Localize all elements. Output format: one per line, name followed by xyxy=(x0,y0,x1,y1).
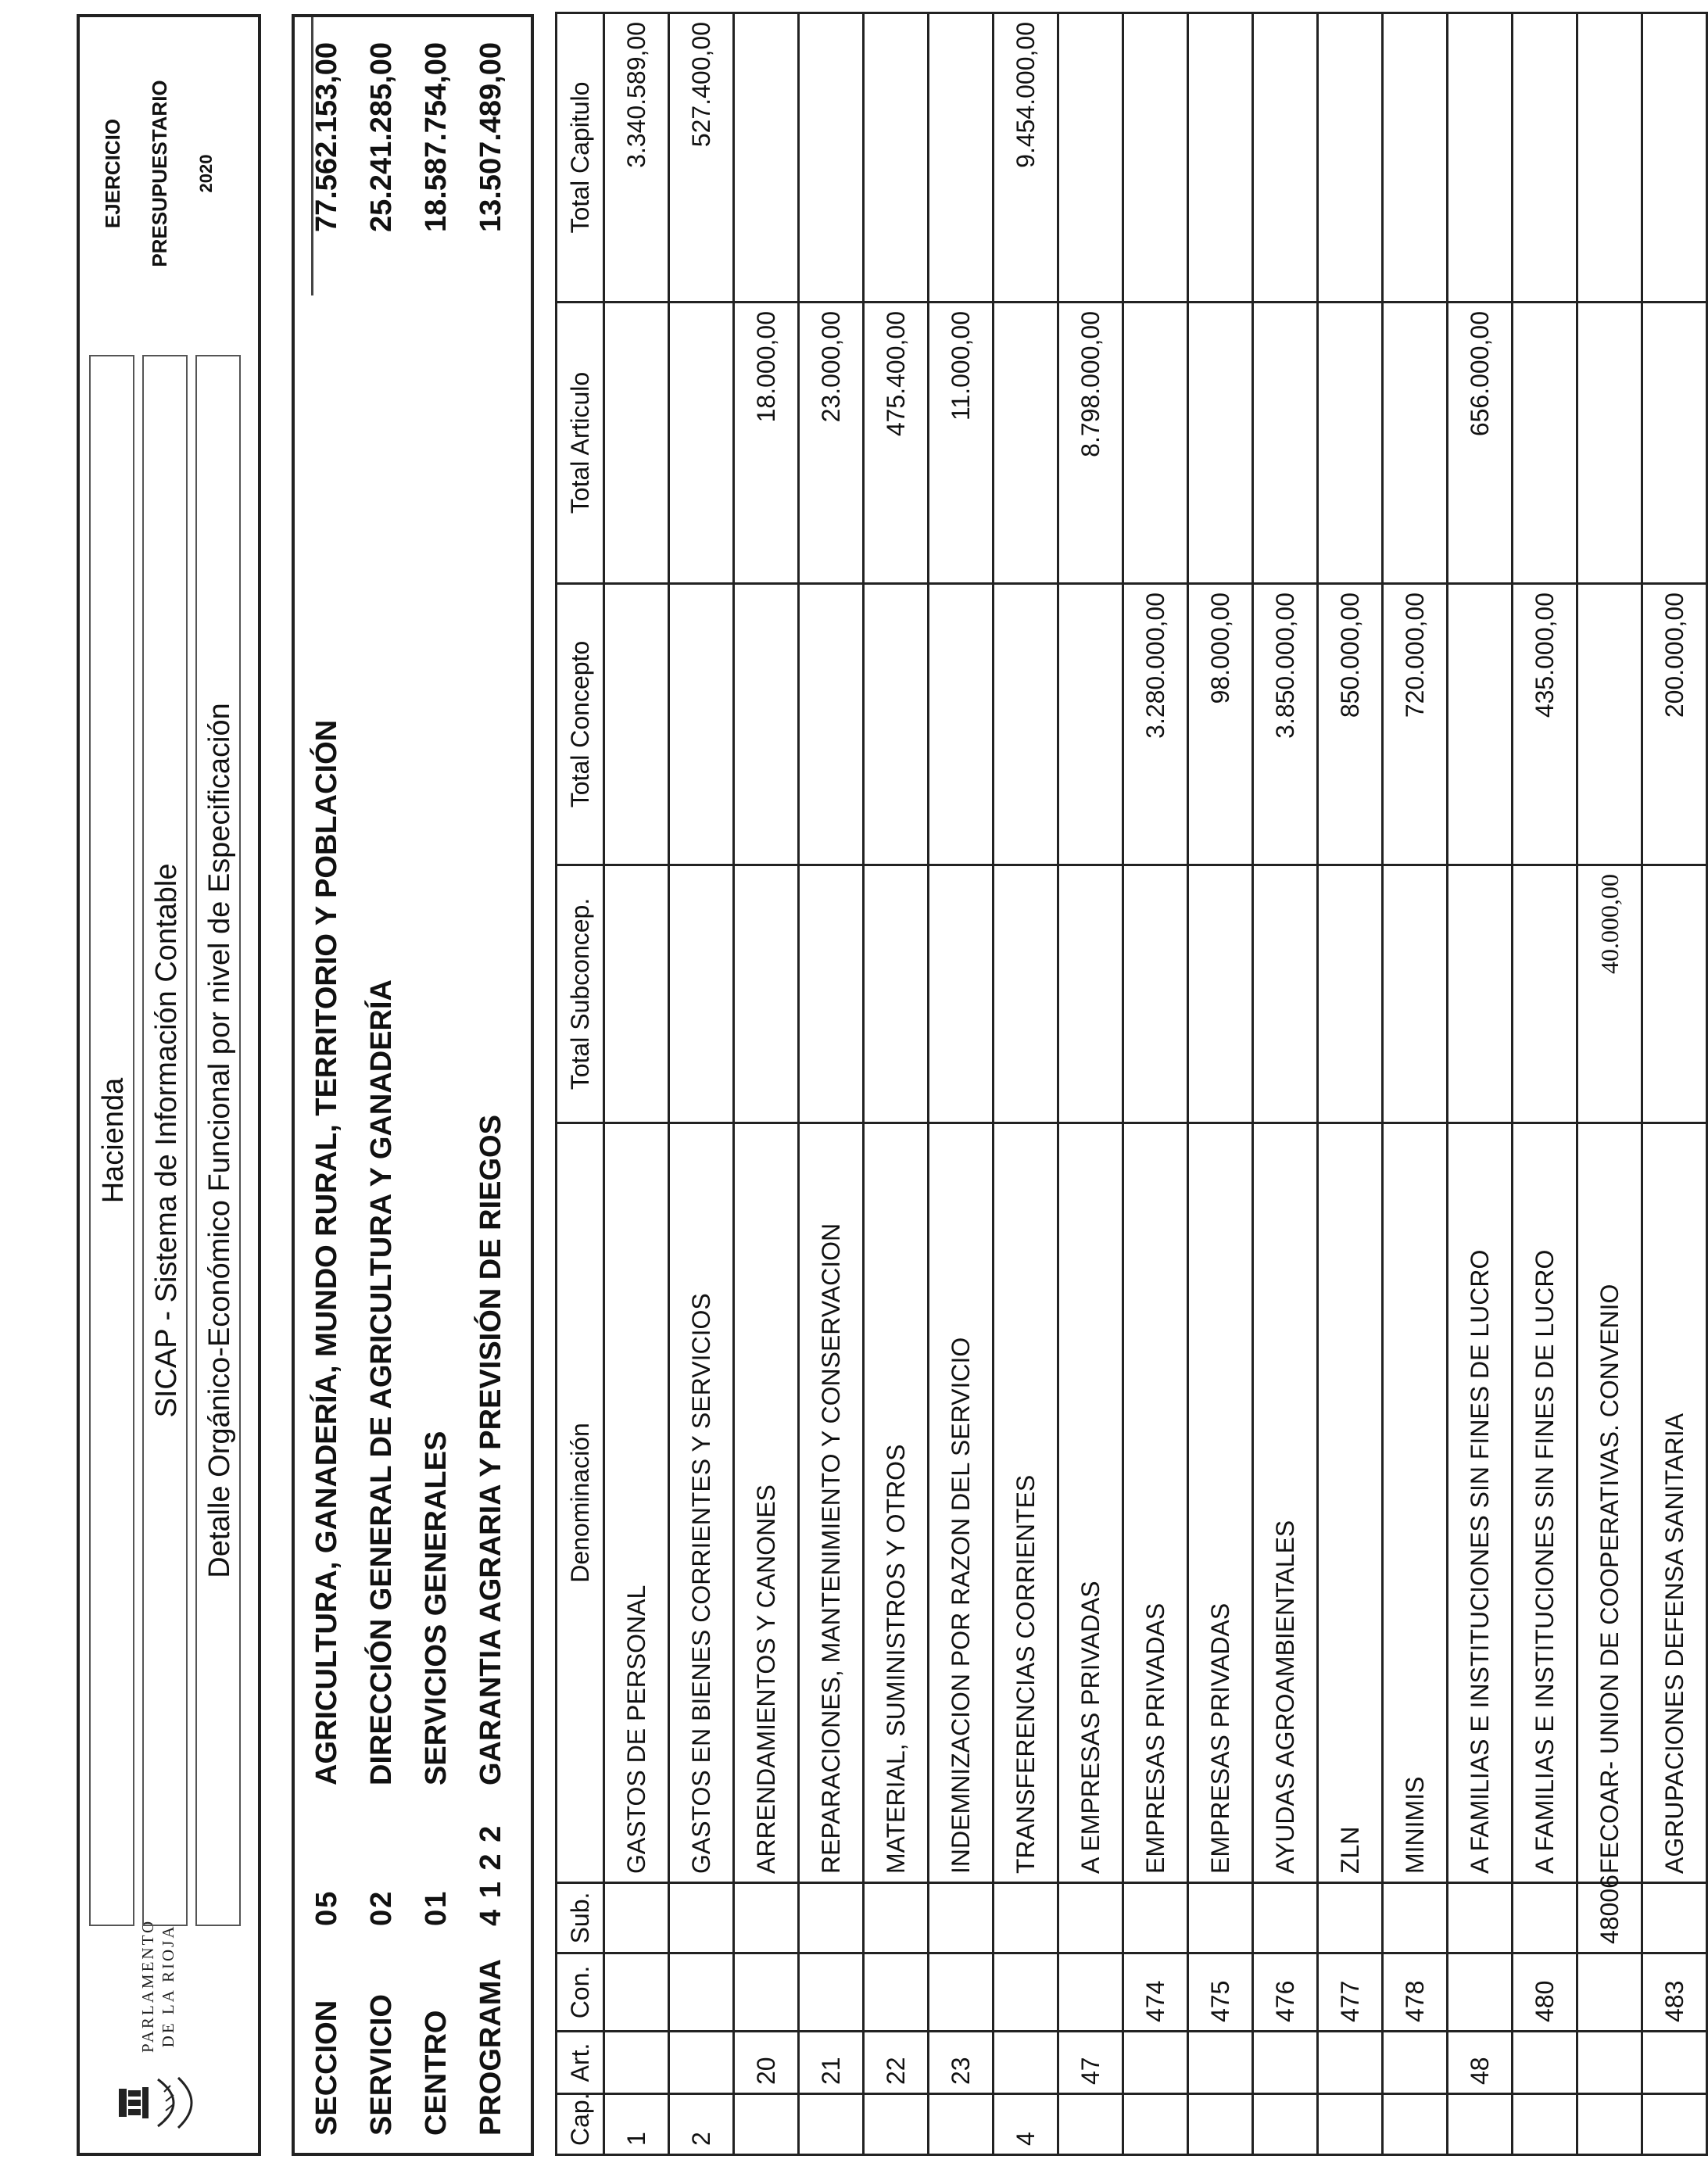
column-header-art: Art. xyxy=(557,2032,604,2094)
cell-total-capitulo: 9.454.000,00 xyxy=(994,13,1058,303)
cell-total-concepto: 3.850.000,00 xyxy=(1253,584,1318,865)
header-box-1 xyxy=(89,355,134,1926)
column-header-total-capitulo: Total Capitulo xyxy=(557,13,604,303)
cell-total-subconcepto xyxy=(669,865,734,1123)
cell-total-concepto xyxy=(734,584,799,865)
cell-total-articulo xyxy=(604,303,669,584)
cell-con xyxy=(734,1953,799,2032)
cell-total-capitulo xyxy=(1642,13,1707,303)
centro-name: SERVICIOS GENERALES xyxy=(420,1431,453,1785)
cell-total-concepto xyxy=(604,584,669,865)
table-row xyxy=(994,13,1058,2155)
cell-total-subconcepto xyxy=(799,865,864,1123)
cell-cap xyxy=(864,2094,929,2155)
logo-text-line2: DE LA RIOJA xyxy=(159,1924,177,2048)
cell-denominacion: A FAMILIAS E INSTITUCIONES SIN FINES DE LUCRO xyxy=(1448,1123,1513,1883)
cell-total-capitulo xyxy=(929,13,994,303)
cell-sub xyxy=(1188,1883,1253,1953)
centro-row xyxy=(409,17,464,2153)
cell-denominacion: ZLN xyxy=(1318,1123,1383,1883)
cell-sub xyxy=(1253,1883,1318,1953)
cell-total-concepto: 200.000,00 xyxy=(1642,584,1707,865)
table-header-row xyxy=(557,13,604,2155)
cell-total-capitulo xyxy=(734,13,799,303)
cell-cap xyxy=(1188,2094,1253,2155)
cell-con: 475 xyxy=(1188,1953,1253,2032)
column-header-total-concepto: Total Concepto xyxy=(557,584,604,865)
cell-total-subconcepto xyxy=(604,865,669,1123)
parlamento-logo xyxy=(89,1918,253,2142)
cell-total-subconcepto xyxy=(734,865,799,1123)
cell-sub xyxy=(864,1883,929,1953)
cell-sub xyxy=(604,1883,669,1953)
cell-con: 483 xyxy=(1642,1953,1707,2032)
cell-art xyxy=(1513,2032,1577,2094)
cell-total-articulo xyxy=(1253,303,1318,584)
cell-con xyxy=(864,1953,929,2032)
centro-code: 01 xyxy=(420,1889,453,1926)
cell-con xyxy=(1058,1953,1123,2032)
table-row xyxy=(1318,13,1383,2155)
cell-art xyxy=(1577,2032,1642,2094)
servicio-code: 02 xyxy=(365,1889,398,1926)
cell-art xyxy=(1318,2032,1383,2094)
cell-total-articulo xyxy=(1577,303,1642,584)
seccion-code: 05 xyxy=(310,1889,343,1926)
cell-cap xyxy=(1383,2094,1448,2155)
cell-total-articulo xyxy=(1318,303,1383,584)
cell-total-capitulo xyxy=(1448,13,1513,303)
cell-total-articulo xyxy=(994,303,1058,584)
table-row xyxy=(1513,13,1577,2155)
cell-total-capitulo xyxy=(1253,13,1318,303)
programa-name: GARANTIA AGRARIA Y PREVISIÓN DE RIEGOS xyxy=(474,1115,507,1785)
cell-total-articulo xyxy=(1513,303,1577,584)
cell-total-concepto xyxy=(929,584,994,865)
column-header-total-subconcepto: Total Subconcep. xyxy=(557,865,604,1123)
programa-label: PROGRAMA xyxy=(474,1959,507,2136)
table-row xyxy=(1577,13,1642,2155)
seccion-label: SECCION xyxy=(310,2000,343,2136)
cell-denominacion: GASTOS DE PERSONAL xyxy=(604,1123,669,1883)
cell-denominacion: A FAMILIAS E INSTITUCIONES SIN FINES DE LUCRO xyxy=(1513,1123,1577,1883)
table-row xyxy=(929,13,994,2155)
table-row xyxy=(1188,13,1253,2155)
cell-cap xyxy=(1058,2094,1123,2155)
report-title-detalle: Detalle Orgánico-Económico Funcional por nivel de Especificación xyxy=(203,703,236,1578)
cell-total-capitulo xyxy=(1318,13,1383,303)
cell-total-concepto: 720.000,00 xyxy=(1383,584,1448,865)
table-row xyxy=(1642,13,1707,2155)
cell-total-subconcepto xyxy=(1253,865,1318,1123)
cell-con: 477 xyxy=(1318,1953,1383,2032)
table-row xyxy=(669,13,734,2155)
cell-con xyxy=(994,1953,1058,2032)
programa-code: 4 1 2 2 xyxy=(474,1824,507,1926)
cell-art xyxy=(1253,2032,1318,2094)
cell-denominacion: ARRENDAMIENTOS Y CANONES xyxy=(734,1123,799,1883)
cell-total-articulo: 475.400,00 xyxy=(864,303,929,584)
cell-total-concepto xyxy=(1058,584,1123,865)
seccion-name: AGRICULTURA, GANADERÍA, MUNDO RURAL, TERRITORIO Y POBLACIÓN xyxy=(310,719,343,1785)
cell-denominacion: AYUDAS AGROAMBIENTALES xyxy=(1253,1123,1318,1883)
servicio-row xyxy=(354,17,409,2153)
cell-total-articulo: 18.000,00 xyxy=(734,303,799,584)
cell-denominacion: EMPRESAS PRIVADAS xyxy=(1123,1123,1188,1883)
ejercicio-label: EJERCICIO xyxy=(101,118,124,229)
cell-sub xyxy=(734,1883,799,1953)
cell-con xyxy=(604,1953,669,2032)
cell-denominacion: AGRUPACIONES DEFENSA SANITARIA xyxy=(1642,1123,1707,1883)
cell-sub xyxy=(1642,1883,1707,1953)
cell-cap xyxy=(1642,2094,1707,2155)
cell-sub xyxy=(1318,1883,1383,1953)
servicio-amount: 25.241.285,00 xyxy=(365,42,398,233)
programa-row xyxy=(464,17,518,2153)
cell-total-concepto xyxy=(864,584,929,865)
cell-total-articulo xyxy=(1188,303,1253,584)
cell-cap xyxy=(799,2094,864,2155)
cell-con xyxy=(1448,1953,1513,2032)
programa-amount: 13.507.489,00 xyxy=(474,42,507,233)
cell-sub xyxy=(799,1883,864,1953)
cell-total-capitulo xyxy=(1058,13,1123,303)
cell-denominacion: MINIMIS xyxy=(1383,1123,1448,1883)
cell-total-capitulo xyxy=(1513,13,1577,303)
cell-sub xyxy=(1123,1883,1188,1953)
cell-art xyxy=(1123,2032,1188,2094)
cell-total-concepto xyxy=(1448,584,1513,865)
cell-total-capitulo: 527.400,00 xyxy=(669,13,734,303)
table-row xyxy=(604,13,669,2155)
cell-cap xyxy=(1253,2094,1318,2155)
cell-total-capitulo xyxy=(1577,13,1642,303)
table-row xyxy=(864,13,929,2155)
coat-of-arms-icon xyxy=(103,2064,236,2142)
cell-cap xyxy=(1123,2094,1188,2155)
report-title-hacienda: Hacienda xyxy=(97,1077,130,1204)
cell-con: 476 xyxy=(1253,1953,1318,2032)
cell-denominacion: INDEMNIZACION POR RAZON DEL SERVICIO xyxy=(929,1123,994,1883)
centro-amount: 18.587.754,00 xyxy=(420,42,453,233)
cell-art: 48 xyxy=(1448,2032,1513,2094)
cell-denominacion: EMPRESAS PRIVADAS xyxy=(1188,1123,1253,1883)
cell-total-concepto: 435.000,00 xyxy=(1513,584,1577,865)
cell-art: 21 xyxy=(799,2032,864,2094)
document-page xyxy=(77,14,1688,2156)
table-body xyxy=(604,13,1707,2155)
cell-art xyxy=(604,2032,669,2094)
cell-total-concepto xyxy=(669,584,734,865)
cell-cap xyxy=(1577,2094,1642,2155)
cell-total-capitulo: 3.340.589,00 xyxy=(604,13,669,303)
cell-art: 20 xyxy=(734,2032,799,2094)
cell-cap xyxy=(1448,2094,1513,2155)
cell-sub xyxy=(669,1883,734,1953)
column-header-con: Con. xyxy=(557,1953,604,2032)
cell-cap xyxy=(929,2094,994,2155)
table-row xyxy=(1448,13,1513,2155)
cell-art xyxy=(994,2032,1058,2094)
cell-total-capitulo xyxy=(1383,13,1448,303)
cell-total-articulo xyxy=(1383,303,1448,584)
cell-art: 23 xyxy=(929,2032,994,2094)
cell-art xyxy=(1188,2032,1253,2094)
organic-info-block xyxy=(292,14,534,2156)
year-label: 2020 xyxy=(196,154,216,193)
cell-total-articulo xyxy=(669,303,734,584)
report-title-sicap: SICAP - Sistema de Información Contable xyxy=(150,863,183,1418)
cell-total-subconcepto xyxy=(1188,865,1253,1123)
cell-total-capitulo xyxy=(1188,13,1253,303)
cell-con: 474 xyxy=(1123,1953,1188,2032)
report-header xyxy=(77,14,261,2156)
table-row xyxy=(1123,13,1188,2155)
cell-con xyxy=(1577,1953,1642,2032)
cell-total-subconcepto xyxy=(994,865,1058,1123)
cell-con: 480 xyxy=(1513,1953,1577,2032)
cell-cap xyxy=(1513,2094,1577,2155)
cell-denominacion: FECOAR- UNION DE COOPERATIVAS. CONVENIO xyxy=(1577,1123,1642,1883)
servicio-label: SERVICIO xyxy=(365,1994,398,2136)
cell-total-articulo xyxy=(1642,303,1707,584)
ejercicio-block xyxy=(89,41,230,306)
cell-con xyxy=(929,1953,994,2032)
cell-total-concepto: 98.000,00 xyxy=(1188,584,1253,865)
cell-cap: 4 xyxy=(994,2094,1058,2155)
seccion-row xyxy=(299,17,354,2153)
cell-con: 478 xyxy=(1383,1953,1448,2032)
cell-total-capitulo xyxy=(864,13,929,303)
cell-total-subconcepto xyxy=(1513,865,1577,1123)
cell-art xyxy=(1383,2032,1448,2094)
cell-sub xyxy=(1058,1883,1123,1953)
cell-total-subconcepto xyxy=(1642,865,1707,1123)
cell-art xyxy=(669,2032,734,2094)
seccion-amount: 77.562.153,00 xyxy=(310,42,343,233)
column-header-cap: Cap. xyxy=(557,2094,604,2155)
table-row xyxy=(799,13,864,2155)
column-header-total-articulo: Total Articulo xyxy=(557,303,604,584)
presupuestario-label: PRESUPUESTARIO xyxy=(148,80,171,267)
cell-sub xyxy=(1448,1883,1513,1953)
cell-total-subconcepto xyxy=(1383,865,1448,1123)
cell-denominacion: GASTOS EN BIENES CORRIENTES Y SERVICIOS xyxy=(669,1123,734,1883)
cell-sub: 48006 xyxy=(1577,1883,1642,1953)
cell-total-concepto: 850.000,00 xyxy=(1318,584,1383,865)
header-box-2 xyxy=(142,355,188,1926)
cell-sub xyxy=(994,1883,1058,1953)
cell-total-subconcepto xyxy=(1123,865,1188,1123)
cell-art xyxy=(1642,2032,1707,2094)
cell-cap: 1 xyxy=(604,2094,669,2155)
cell-total-subconcepto: 40.000,00 xyxy=(1577,865,1642,1123)
table-row xyxy=(1383,13,1448,2155)
column-header-denominacion: Denominación xyxy=(557,1123,604,1883)
cell-con xyxy=(799,1953,864,2032)
cell-total-articulo: 656.000,00 xyxy=(1448,303,1513,584)
cell-total-concepto xyxy=(799,584,864,865)
table-row xyxy=(734,13,799,2155)
cell-sub xyxy=(1383,1883,1448,1953)
cell-total-concepto xyxy=(1577,584,1642,865)
cell-art: 22 xyxy=(864,2032,929,2094)
cell-total-articulo: 11.000,00 xyxy=(929,303,994,584)
cell-cap: 2 xyxy=(669,2094,734,2155)
cell-total-capitulo xyxy=(799,13,864,303)
cell-total-articulo xyxy=(1123,303,1188,584)
cell-total-subconcepto xyxy=(864,865,929,1123)
cell-total-articulo: 23.000,00 xyxy=(799,303,864,584)
cell-denominacion: A EMPRESAS PRIVADAS xyxy=(1058,1123,1123,1883)
cell-total-subconcepto xyxy=(1448,865,1513,1123)
budget-table xyxy=(555,12,1708,2156)
cell-total-subconcepto xyxy=(1058,865,1123,1123)
cell-con xyxy=(669,1953,734,2032)
table-row xyxy=(1253,13,1318,2155)
cell-total-capitulo xyxy=(1123,13,1188,303)
cell-denominacion: TRANSFERENCIAS CORRIENTES xyxy=(994,1123,1058,1883)
column-header-sub: Sub. xyxy=(557,1883,604,1953)
table-row xyxy=(1058,13,1123,2155)
header-box-3 xyxy=(195,355,241,1926)
cell-cap xyxy=(734,2094,799,2155)
cell-total-subconcepto xyxy=(929,865,994,1123)
cell-total-concepto xyxy=(994,584,1058,865)
logo-text-line1: PARLAMENTO xyxy=(138,1918,157,2053)
centro-label: CENTRO xyxy=(420,2010,453,2136)
cell-total-articulo: 8.798.000,00 xyxy=(1058,303,1123,584)
cell-denominacion: REPARACIONES, MANTENIMIENTO Y CONSERVACION xyxy=(799,1123,864,1883)
servicio-name: DIRECCIÓN GENERAL DE AGRICULTURA Y GANADERÍA xyxy=(365,979,398,1785)
cell-total-subconcepto xyxy=(1318,865,1383,1123)
cell-sub xyxy=(1513,1883,1577,1953)
cell-denominacion: MATERIAL, SUMINISTROS Y OTROS xyxy=(864,1123,929,1883)
cell-sub xyxy=(929,1883,994,1953)
cell-art: 47 xyxy=(1058,2032,1123,2094)
cell-total-concepto: 3.280.000,00 xyxy=(1123,584,1188,865)
cell-cap xyxy=(1318,2094,1383,2155)
